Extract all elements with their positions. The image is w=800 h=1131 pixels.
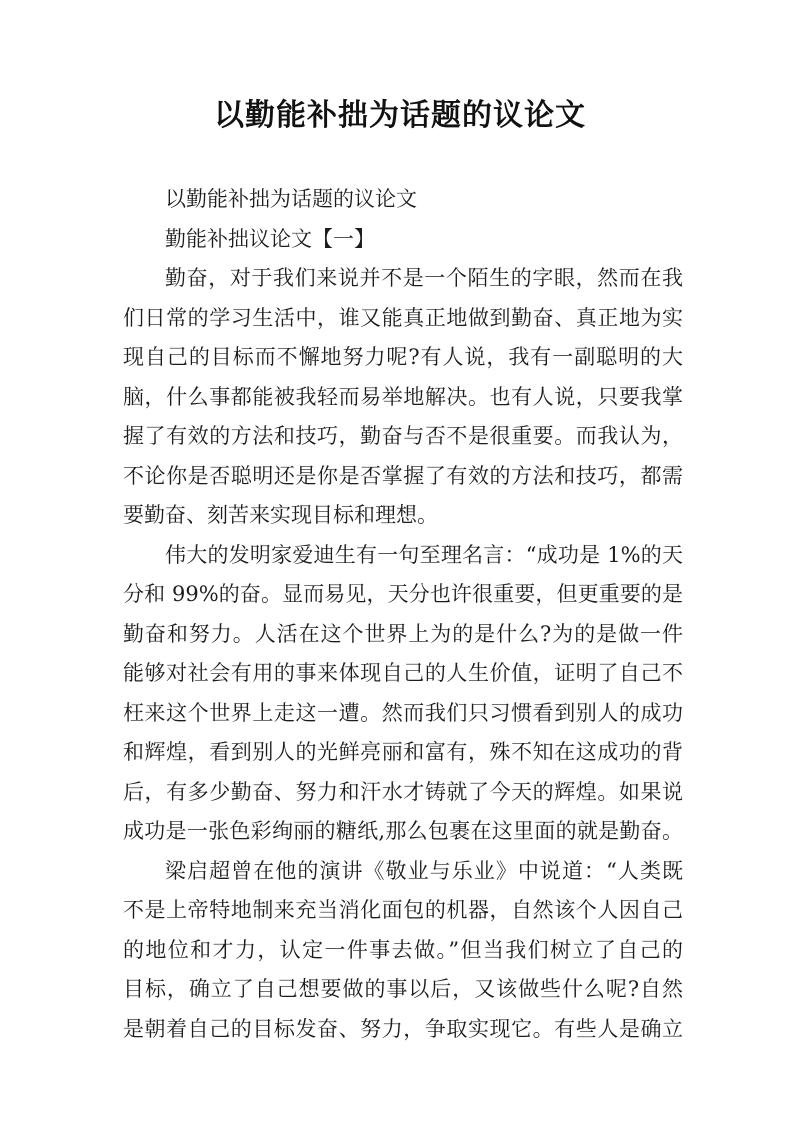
text-line: 目标，确立了自己想要做的事以后，又该做些什么呢?自然 bbox=[123, 977, 683, 1001]
text-line: 和辉煌，看到别人的光鲜亮丽和富有，殊不知在这成功的背 bbox=[123, 740, 683, 764]
text-line: 成功是一张色彩绚丽的糖纸,那么包裹在这里面的就是勤奋。 bbox=[123, 819, 683, 843]
text-line: 脑，什么事都能被我轻而易举地解决。也有人说，只要我掌 bbox=[123, 384, 683, 409]
text-line: 梁启超曾在他的演讲《敬业与乐业》中说道：“人类既 bbox=[165, 858, 683, 883]
text-line: 后，有多少勤奋、努力和汗水才铸就了今天的辉煌。如果说 bbox=[123, 779, 683, 804]
document-body bbox=[123, 180, 683, 1049]
text-line: 现自己的目标而不懈地努力呢?有人说，我有一副聪明的大 bbox=[123, 345, 683, 369]
text-line: 不论你是否聪明还是你是否掌握了有效的方法和技巧，都需 bbox=[123, 463, 683, 488]
text-line: 勤能补拙议论文【一】 bbox=[165, 226, 375, 251]
document-title: 以勤能补拙为话题的议论文 bbox=[214, 98, 586, 133]
text-line: 不是上帝特地制来充当消化面包的机器，自然该个人因自己 bbox=[123, 898, 683, 922]
text-line: 伟大的发明家爱迪生有一句至理名言：“成功是 1%的天 bbox=[165, 542, 683, 567]
text-line: 能够对社会有用的事来体现自己的人生价值，证明了自己不 bbox=[123, 661, 683, 685]
text-line: 的地位和才力，认定一件事去做。”但当我们树立了自己的 bbox=[123, 937, 683, 962]
text-line: 勤奋，对于我们来说并不是一个陌生的字眼，然而在我 bbox=[165, 266, 683, 290]
text-line: 们日常的学习生活中，谁又能真正地做到勤奋、真正地为实 bbox=[123, 305, 683, 330]
text-line: 要勤奋、刻苦来实现目标和理想。 bbox=[123, 503, 438, 527]
text-line: 以勤能补拙为话题的议论文 bbox=[165, 187, 417, 211]
text-line: 分和 99%的奋。显而易见，天分也许很重要，但更重要的是 bbox=[123, 582, 683, 606]
text-line: 握了有效的方法和技巧，勤奋与否不是很重要。而我认为， bbox=[123, 424, 683, 448]
text-line: 勤奋和努力。人活在这个世界上为的是什么?为的是做一件 bbox=[123, 621, 683, 646]
text-line: 枉来这个世界上走这一遭。然而我们只习惯看到别人的成功 bbox=[123, 700, 683, 725]
text-line: 是朝着自己的目标发奋、努力，争取实现它。有些人是确立 bbox=[123, 1016, 683, 1041]
